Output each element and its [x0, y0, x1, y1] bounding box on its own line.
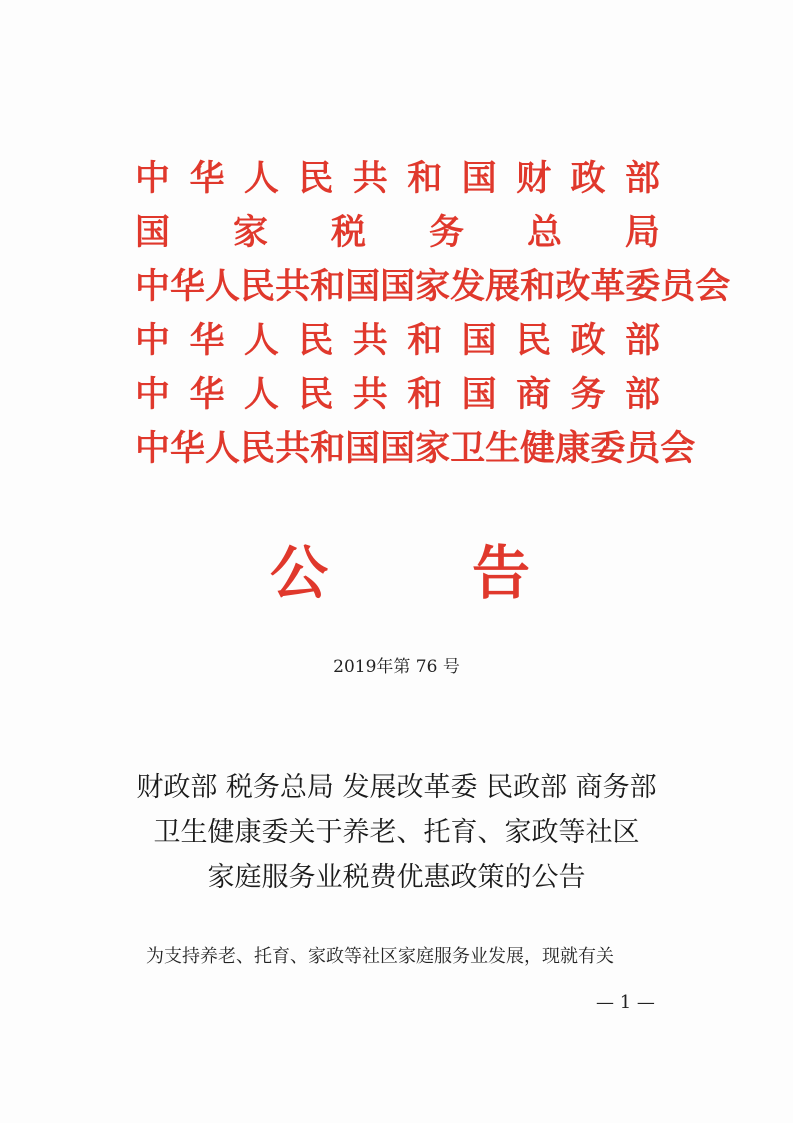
issuer-char: 家	[232, 213, 268, 253]
document-number: 2019年第 76 号	[333, 657, 460, 677]
issuer-char: 和	[520, 267, 556, 307]
issuer-char: 国	[135, 213, 171, 253]
issuer-char: 展	[485, 267, 521, 307]
issuer-char: 务	[570, 375, 606, 415]
subject-line: 家庭服务业税费优惠政策的公告	[207, 862, 586, 893]
issuer-char: 人	[205, 267, 241, 307]
issuer-char: 中	[135, 159, 171, 199]
notice-title	[270, 538, 530, 608]
issuer-line	[135, 314, 660, 368]
issuer-char: 和	[310, 267, 346, 307]
issuer-char: 局	[624, 213, 660, 253]
issuer-char: 华	[170, 429, 206, 469]
issuer-char: 健	[520, 429, 556, 469]
issuer-char: 华	[189, 375, 225, 415]
issuer-char: 人	[205, 429, 241, 469]
issuer-char: 华	[189, 321, 225, 361]
issuer-char: 政	[570, 321, 606, 361]
issuer-char: 政	[570, 159, 606, 199]
notice-title-char: 告	[471, 539, 530, 607]
issuer-line	[135, 422, 696, 476]
issuer-char: 人	[243, 159, 279, 199]
issuer-char: 和	[310, 429, 346, 469]
issuer-char: 商	[516, 375, 552, 415]
announcement-subject	[0, 765, 793, 900]
issuer-char: 中	[135, 267, 171, 307]
issuer-char: 民	[298, 321, 334, 361]
issuer-char: 发	[450, 267, 486, 307]
issuer-char: 和	[407, 159, 443, 199]
issuer-char: 家	[415, 267, 451, 307]
issuer-char: 中	[135, 375, 171, 415]
issuer-char: 总	[526, 213, 562, 253]
issuer-char: 部	[624, 375, 660, 415]
issuer-char: 部	[624, 321, 660, 361]
issuer-char: 会	[660, 429, 696, 469]
issuer-char: 国	[345, 267, 381, 307]
issuer-char: 民	[298, 375, 334, 415]
issuer-char: 改	[555, 267, 591, 307]
issuer-char: 共	[275, 429, 311, 469]
issuer-char: 华	[170, 267, 206, 307]
issuer-char: 员	[625, 429, 661, 469]
page-number: — 1 —	[596, 992, 655, 1013]
issuer-char: 委	[590, 429, 626, 469]
issuer-line	[135, 206, 660, 260]
issuer-char: 共	[275, 267, 311, 307]
issuer-char: 中	[135, 321, 171, 361]
issuer-char: 康	[555, 429, 591, 469]
issuer-char: 人	[243, 321, 279, 361]
issuer-char: 生	[485, 429, 521, 469]
issuer-char: 国	[461, 159, 497, 199]
issuer-char: 民	[516, 321, 552, 361]
issuer-char: 务	[428, 213, 464, 253]
issuer-char: 民	[240, 267, 276, 307]
issuer-char: 卫	[450, 429, 486, 469]
issuer-char: 华	[189, 159, 225, 199]
issuer-char: 家	[415, 429, 451, 469]
issuer-char: 委	[625, 267, 661, 307]
subject-line: 财政部 税务总局 发展改革委 民政部 商务部	[136, 772, 657, 803]
issuer-char: 财	[516, 159, 552, 199]
issuer-char: 共	[352, 159, 388, 199]
issuer-char: 人	[243, 375, 279, 415]
issuer-char: 国	[380, 429, 416, 469]
issuer-char: 民	[240, 429, 276, 469]
issuer-char: 共	[352, 321, 388, 361]
body-paragraph: 为支持养老、托育、家政等社区家庭服务业发展，现就有关	[146, 946, 614, 967]
issuer-char: 员	[660, 267, 696, 307]
issuer-char: 和	[407, 321, 443, 361]
notice-title-char: 公	[270, 539, 329, 607]
issuer-line	[135, 152, 660, 206]
issuer-char: 部	[624, 159, 660, 199]
issuer-char: 税	[330, 213, 366, 253]
issuer-char: 革	[590, 267, 626, 307]
issuer-char: 和	[407, 375, 443, 415]
issuer-char: 中	[135, 429, 171, 469]
issuer-char: 共	[352, 375, 388, 415]
subject-line: 卫生健康委关于养老、托育、家政等社区	[153, 817, 640, 848]
issuer-line	[135, 260, 731, 314]
issuer-char: 会	[695, 267, 731, 307]
issuer-line	[135, 368, 660, 422]
issuer-char: 国	[380, 267, 416, 307]
issuing-authorities	[135, 152, 731, 476]
issuer-char: 国	[461, 375, 497, 415]
issuer-char: 国	[461, 321, 497, 361]
issuer-char: 民	[298, 159, 334, 199]
issuer-char: 国	[345, 429, 381, 469]
